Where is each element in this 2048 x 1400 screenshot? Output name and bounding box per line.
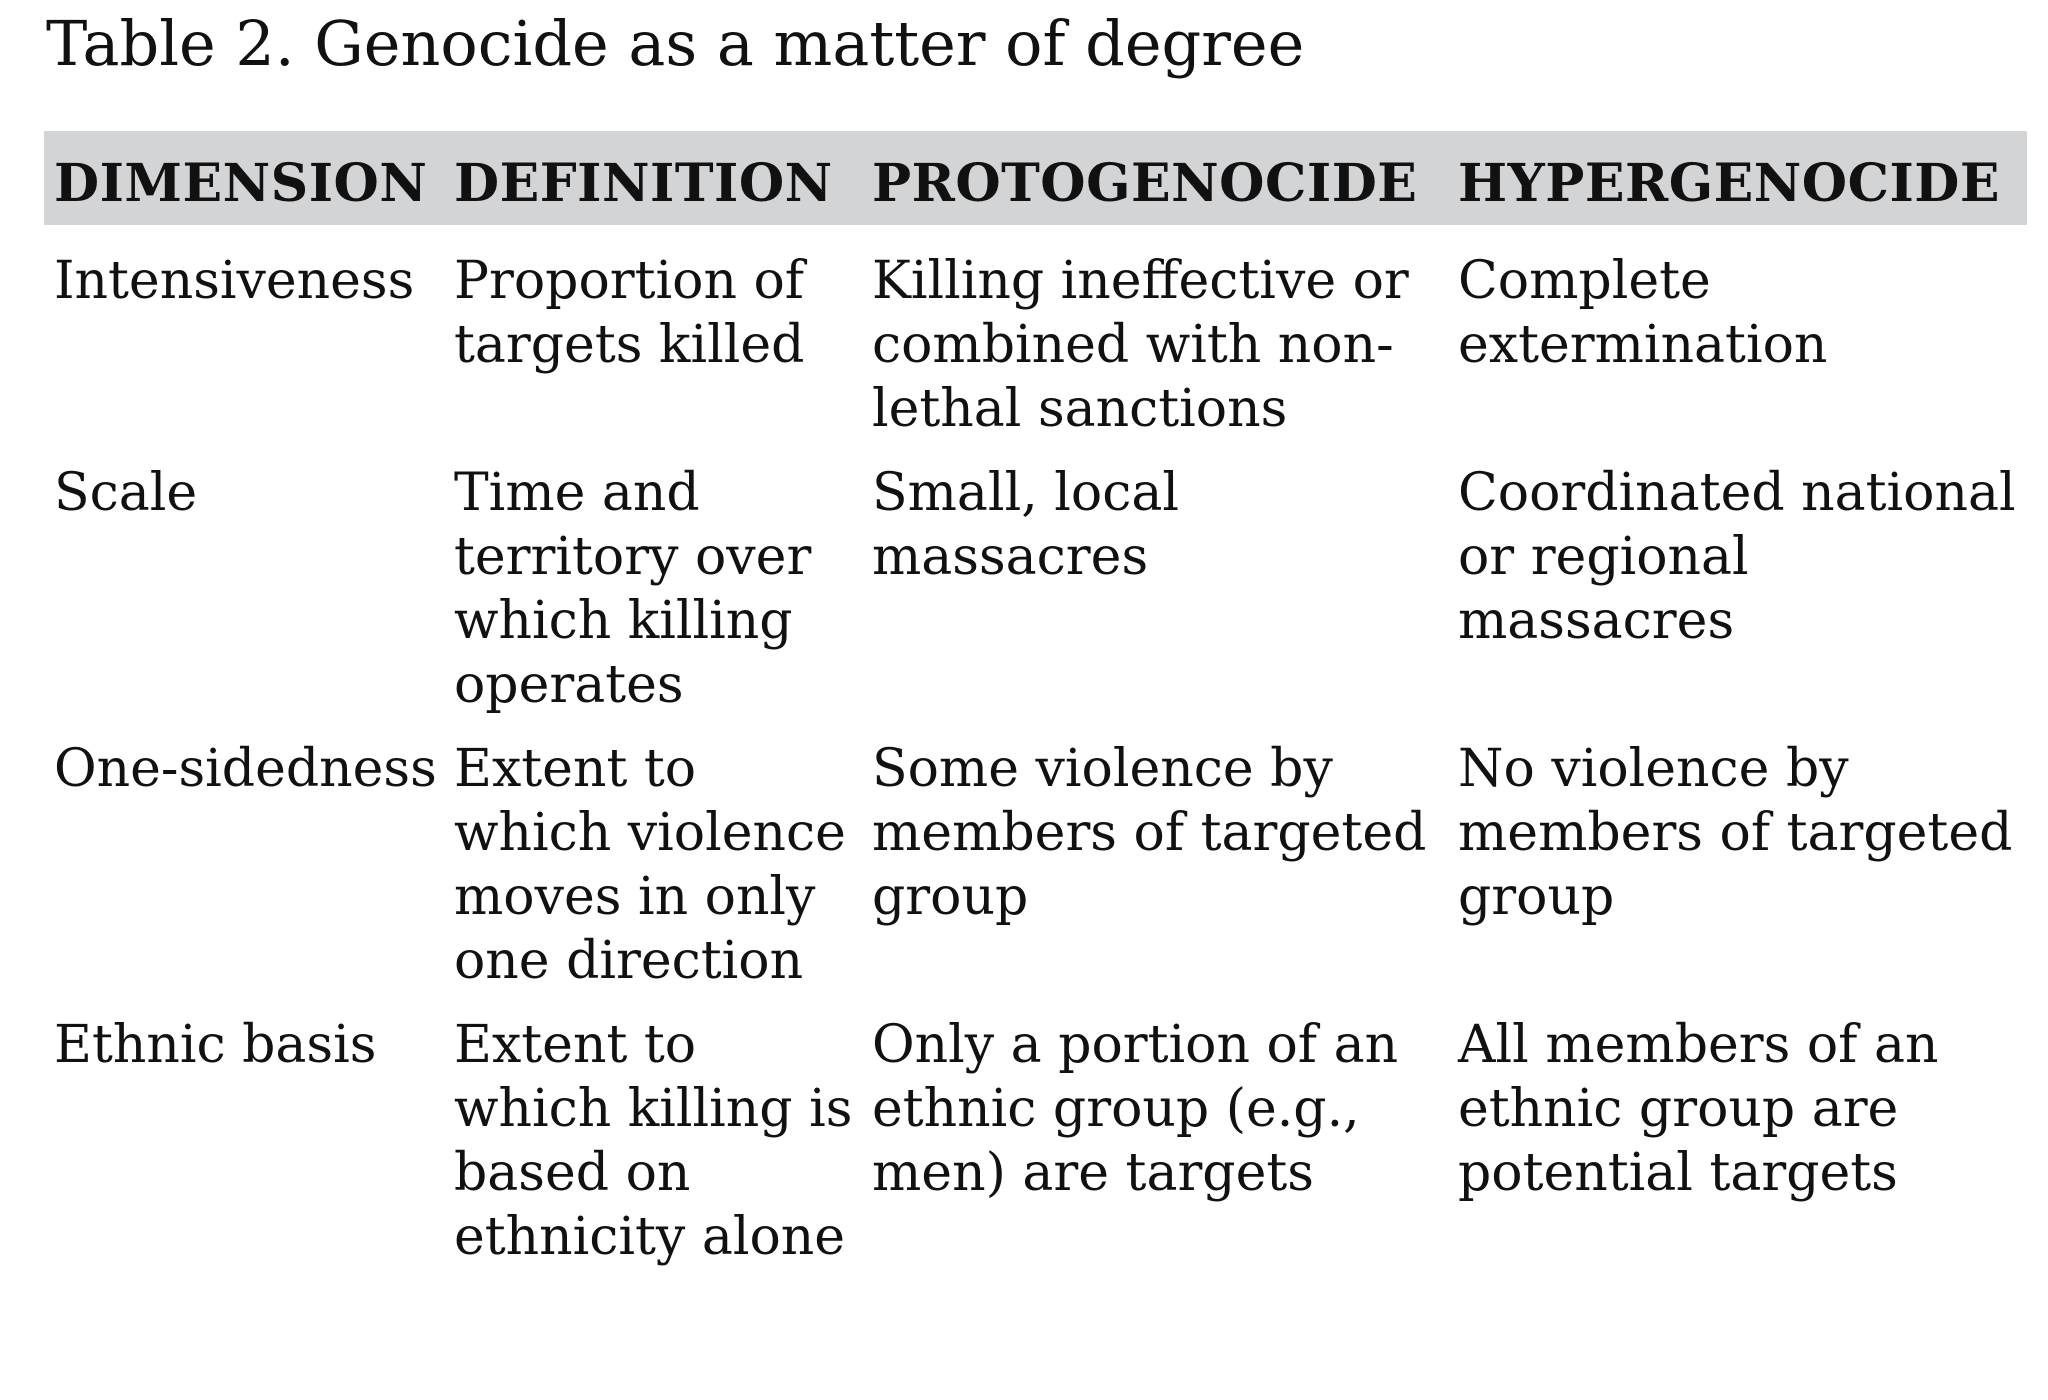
cell-definition: Extent to which violence moves in only one direction xyxy=(454,739,846,991)
table-caption: Table 2. Genocide as a matter of degree xyxy=(46,7,1305,80)
header-row xyxy=(44,131,2027,225)
cell-dimension: Scale xyxy=(54,463,198,523)
cell-hypergenocide: Complete extermination xyxy=(1458,251,1828,375)
table-body xyxy=(44,225,2027,1289)
cell-hypergenocide: No violence by members of targeted group xyxy=(1458,739,2013,927)
cell-protogenocide: Some violence by members of targeted group xyxy=(872,739,1427,927)
cell-dimension: One-sidedness xyxy=(54,739,437,799)
table-row xyxy=(44,225,2027,461)
header-protogenocide: PROTOGENOCIDE xyxy=(872,152,1418,214)
header-hypergenocide: HYPERGENOCIDE xyxy=(1458,152,2001,214)
cell-protogenocide: Only a portion of an ethnic group (e.g., men) are targets xyxy=(872,1015,1399,1203)
cell-hypergenocide: All members of an ethnic group are potential targets xyxy=(1458,1015,1939,1203)
cell-definition: Extent to which killing is based on ethnicity alone xyxy=(454,1015,853,1267)
cell-dimension: Ethnic basis xyxy=(54,1015,377,1075)
cell-definition: Proportion of targets killed xyxy=(454,251,805,375)
header-definition: DEFINITION xyxy=(454,152,833,214)
table-row xyxy=(44,1013,2027,1289)
table-row xyxy=(44,461,2027,737)
cell-protogenocide: Small, local massacres xyxy=(872,463,1179,587)
cell-dimension: Intensiveness xyxy=(54,251,415,311)
header-dimension: DIMENSION xyxy=(54,152,428,214)
cell-definition: Time and territory over which killing operates xyxy=(454,463,812,715)
cell-hypergenocide: Coordinated national or regional massacres xyxy=(1458,463,2016,651)
genocide-degree-table xyxy=(44,131,2027,1289)
table-header xyxy=(44,131,2027,225)
table-row xyxy=(44,737,2027,1013)
cell-protogenocide: Killing ineffective or combined with non-lethal sanctions xyxy=(872,251,1409,439)
